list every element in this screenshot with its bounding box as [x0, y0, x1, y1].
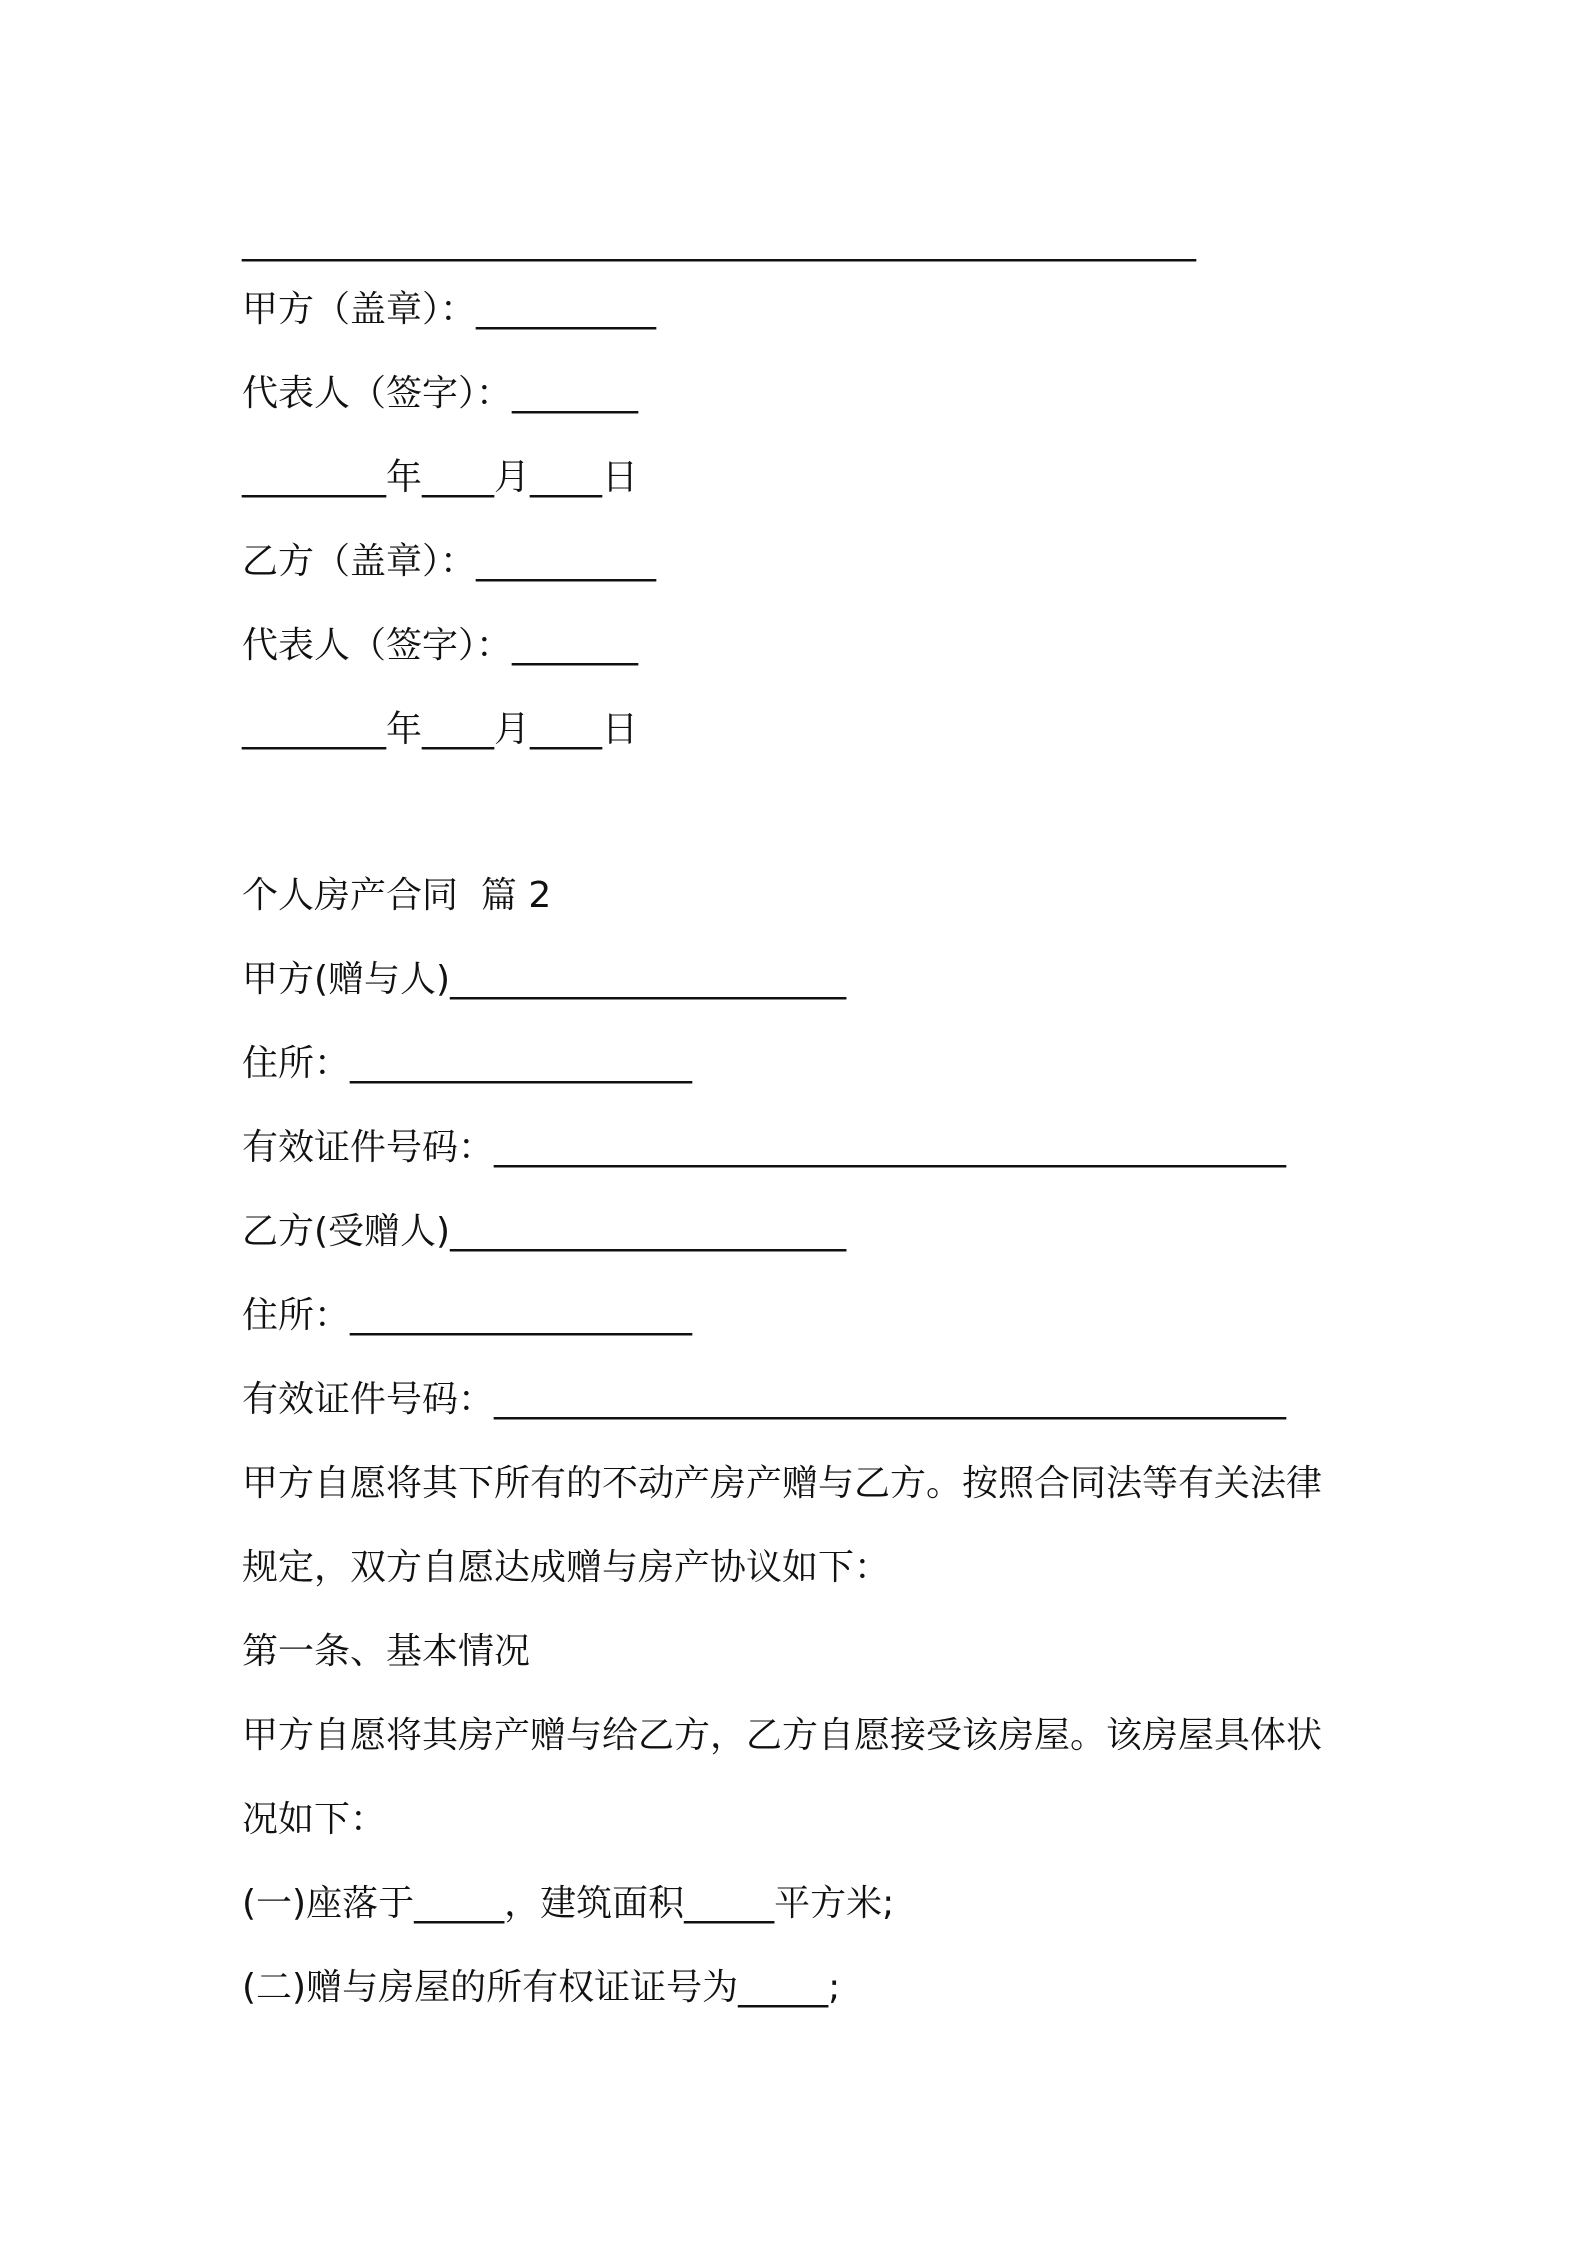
top-rule: _____________________________________________________ [242, 221, 1196, 262]
party-b-seal-line: 乙方（盖章）：__________ [242, 541, 657, 582]
article-1-item-2: (二)赠与房屋的所有权证证号为_____; [242, 1967, 841, 2008]
party-b-representative-line: 代表人（签字）：_______ [242, 625, 639, 666]
article-1-item-1: (一)座落于_____，建筑面积_____平方米; [242, 1883, 895, 1924]
donee-id-line: 有效证件号码：____________________________________________ [242, 1379, 1287, 1420]
intro-paragraph-line-1: 甲方自愿将其下所有的不动产房产赠与乙方。按照合同法等有关法律 [242, 1463, 1323, 1504]
donor-address-line: 住所：___________________ [242, 1043, 693, 1084]
party-a-date-line: ________年____月____日 [242, 457, 638, 498]
party-a-representative-line: 代表人（签字）：_______ [242, 373, 639, 414]
intro-paragraph-line-2: 规定，双方自愿达成赠与房产协议如下： [242, 1547, 891, 1588]
donor-line: 甲方(赠与人)______________________ [242, 959, 847, 1000]
donor-id-line: 有效证件号码：____________________________________________ [242, 1127, 1287, 1168]
party-a-seal-line: 甲方（盖章）：__________ [242, 289, 657, 330]
article-1-title: 第一条、基本情况 [242, 1631, 531, 1672]
article-1-paragraph-line-2: 况如下： [242, 1799, 387, 1840]
article-1-paragraph-line-1: 甲方自愿将其房产赠与给乙方，乙方自愿接受该房屋。该房屋具体状 [242, 1715, 1323, 1756]
donee-address-line: 住所：___________________ [242, 1295, 693, 1336]
party-b-date-line: ________年____月____日 [242, 709, 638, 750]
section-title: 个人房产合同 篇 2 [242, 875, 552, 916]
donee-line: 乙方(受赠人)______________________ [242, 1211, 847, 1252]
